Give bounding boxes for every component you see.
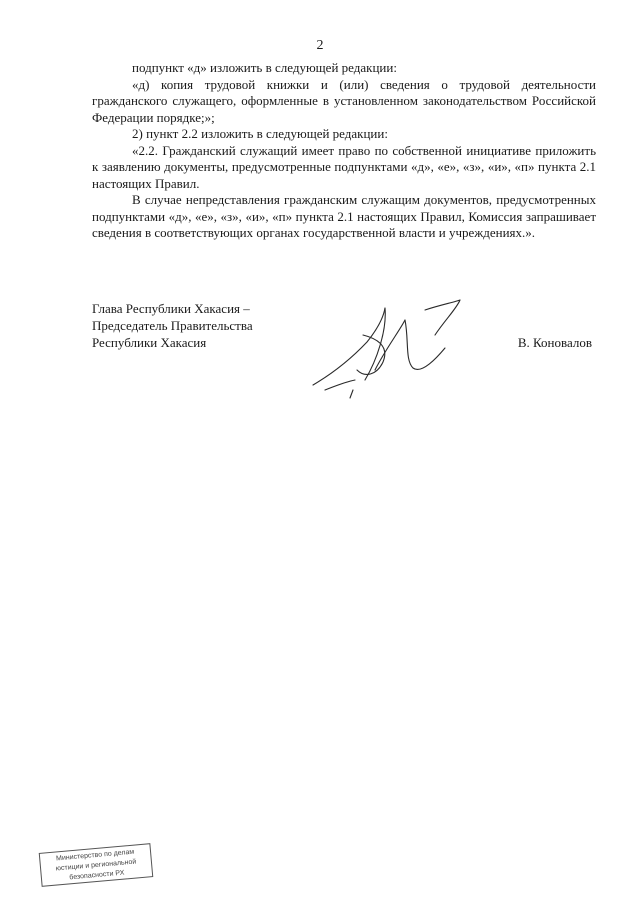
paragraph-case: В случае непредставления гражданским служащим документов, предусмотренных подпунктами «д», «е», «з», «и», «п» пункта 2.1 настоящих Правил, Комиссия запрашивает сведения в соответствующих органах государственной власти и учреждениях.».: [92, 192, 596, 240]
signature-block: [92, 300, 253, 351]
stamp-line-2: юстиции и региональной: [55, 858, 137, 873]
paragraph-point-2-2: 2) пункт 2.2 изложить в следующей редакции:: [132, 126, 388, 141]
paragraph-right: «2.2. Гражданский служащий имеет право по собственной инициативе приложить к заявлению документы, предусмотренные подпунктами «д», «е», «з», «и», «п» пункта 2.1 настоящих Правил.: [92, 142, 596, 191]
page-number: 2: [316, 38, 324, 53]
signer-title-line-2: Председатель Правительства: [92, 318, 253, 333]
document-body: [92, 60, 596, 242]
handwritten-signature: [305, 290, 470, 410]
signer-title-line-3: Республики Хакасия: [92, 335, 207, 350]
paragraph-intro: подпункт «д» изложить в следующей редакции:: [132, 60, 397, 75]
stamp-line-3: безопасности РХ: [69, 869, 125, 882]
registration-stamp: [39, 843, 154, 887]
signer-title-line-1: Глава Республики Хакасия –: [92, 301, 250, 316]
signer-name: В. Коновалов: [517, 335, 592, 350]
stamp-line-1: Министерство по делам: [55, 848, 135, 863]
paragraph-subpoint-d: «д) копия трудовой книжки и (или) сведения о трудовой деятельности гражданского служащего, оформленные в установленном законодательством Российской Федерации порядке;»;: [92, 76, 596, 125]
